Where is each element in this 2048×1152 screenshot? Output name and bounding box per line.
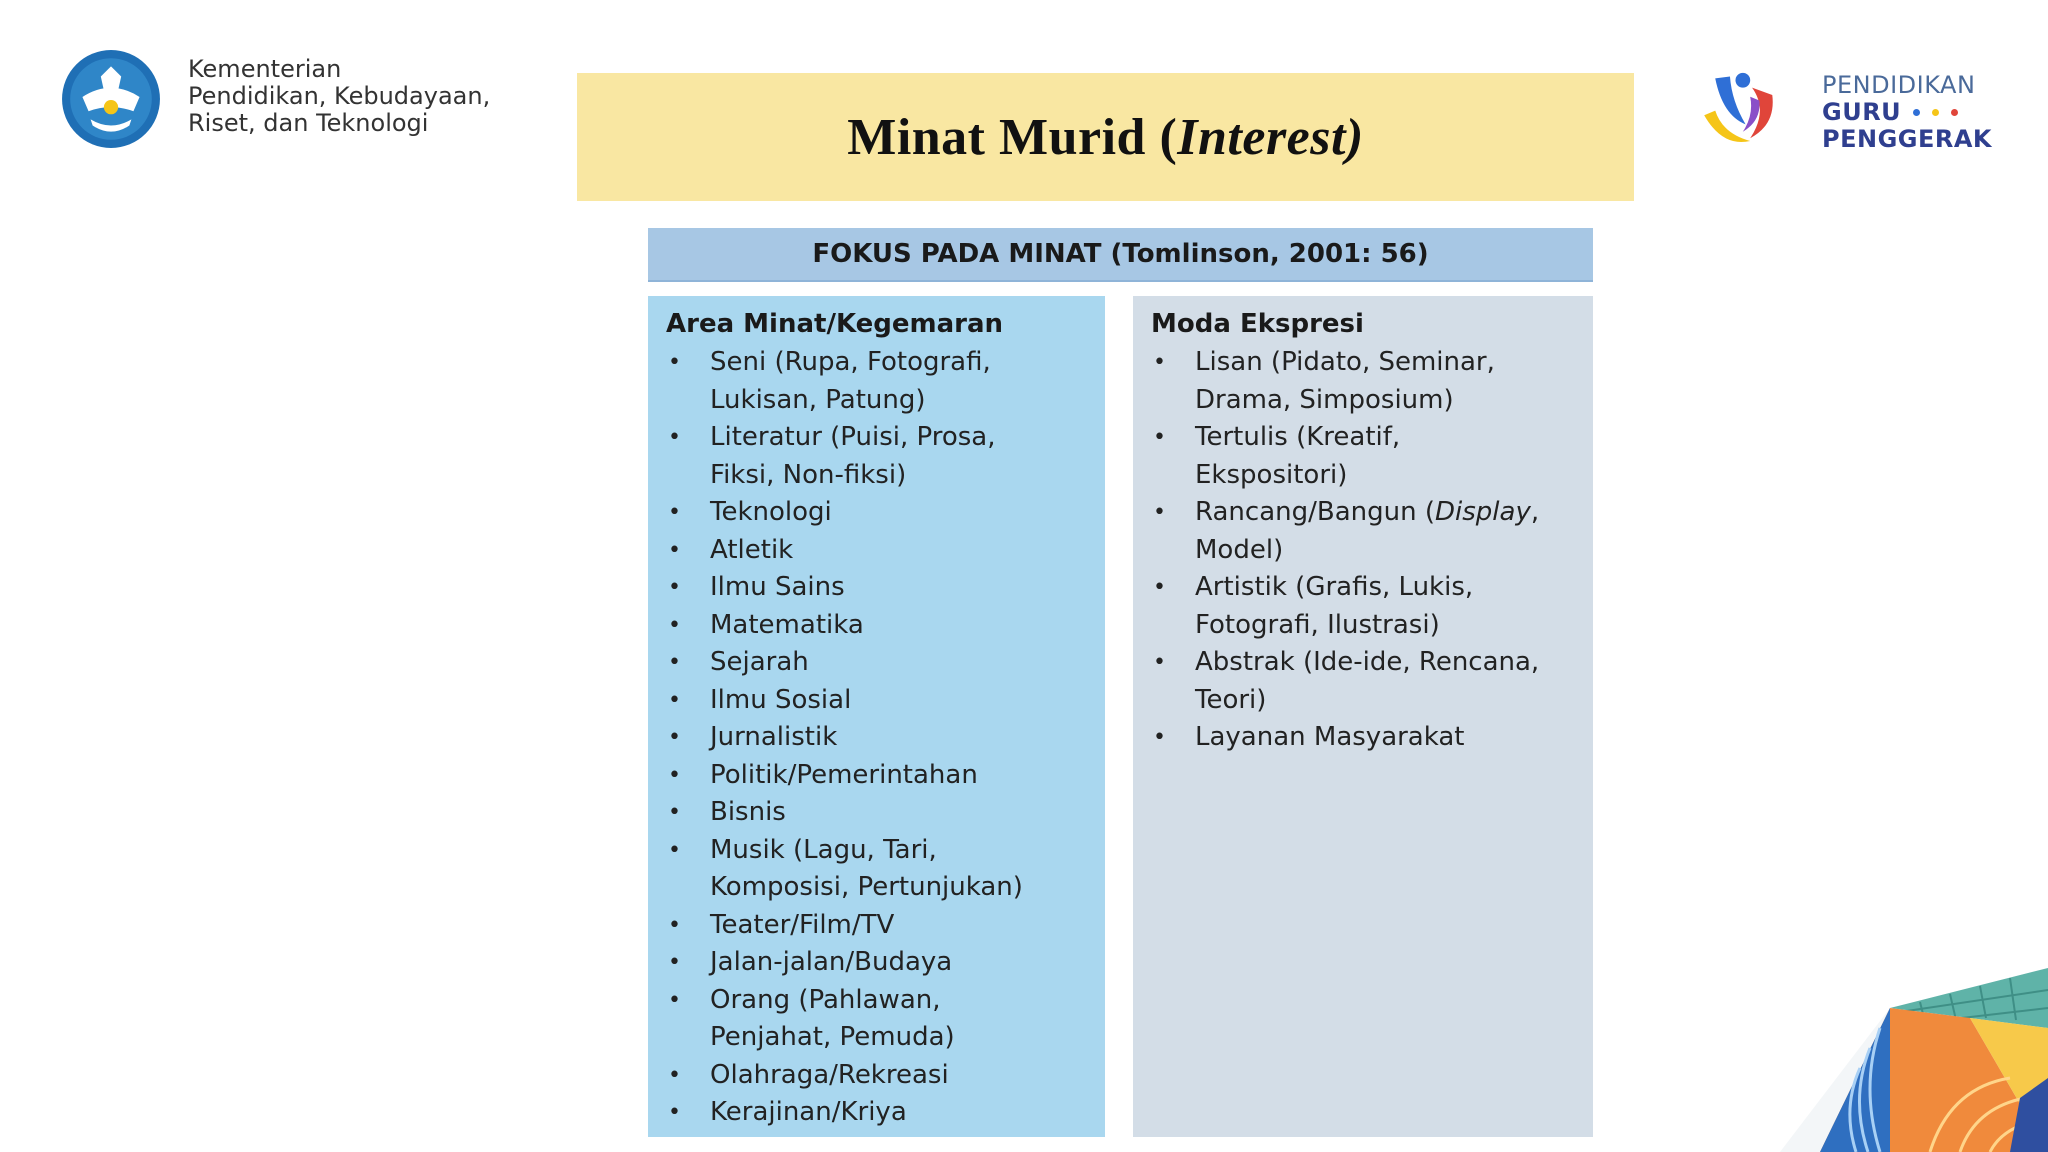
list-item: • Jurnalistik [666,719,1087,757]
guru-penggerak-logo [1694,60,1788,152]
list-item: • Politik/Pemerintahan [666,757,1087,795]
list-item: • Matematika [666,607,1087,645]
bullet-icon: • [668,987,681,1013]
list-item: • Kerajinan/Kriya [666,1094,1087,1132]
ministry-line-2: Pendidikan, Kebudayaan, [188,82,491,110]
bullet-icon: • [668,762,681,788]
program-name [1822,72,1992,153]
table-header: FOKUS PADA MINAT (Tomlinson, 2001: 56) [648,228,1593,282]
expression-mode-column [1133,296,1593,1137]
title-italic: Interest) [1177,108,1364,166]
list-item: • Bisnis [666,794,1087,832]
title-banner [577,73,1634,201]
bullet-icon: • [668,575,681,600]
program-line-2-text: GURU [1822,98,1902,126]
program-line-3: PENGGERAK [1822,125,1993,153]
bullet-icon: • [668,537,681,563]
bullet-icon: • [668,950,681,975]
bullet-icon: • [668,912,681,938]
list-item: • Ilmu Sains [666,569,1087,607]
list-item: • Seni (Rupa, Fotografi, Lukisan, Patung) [666,344,1087,419]
bullet-icon: • [668,837,681,863]
ministry-line-1: Kementerian [188,55,342,83]
title-main: Minat Murid ( [847,108,1178,166]
yellow-dot-icon [1932,109,1939,116]
list-item: • Literatur (Puisi, Prosa, Fiksi, Non-fiksi) [666,419,1087,494]
bullet-icon: • [668,612,681,638]
list-item: • Layanan Masyarakat [1151,719,1575,757]
bullet-icon: • [1153,425,1166,450]
list-item: • Abstrak (Ide-ide, Rencana, Teori) [1151,644,1575,719]
bullet-icon: • [668,800,681,825]
list-item: • Olahraga/Rekreasi [666,1057,1087,1095]
decorative-corner-art [1780,968,2048,1152]
bullet-icon: • [1153,650,1166,675]
bullet-icon: • [668,425,681,450]
bullet-icon: • [1153,575,1166,600]
list-item: • Orang (Pahlawan, Penjahat, Pemuda) [666,982,1087,1057]
bullet-icon: • [668,350,681,375]
bullet-icon: • [1153,725,1166,750]
bullet-icon: • [668,725,681,750]
list-item: • Atletik [666,532,1087,570]
red-dot-icon [1951,109,1958,116]
bullet-icon: • [668,500,681,525]
list-item: • Musik (Lagu, Tari, Komposisi, Pertunjukan) [666,832,1087,907]
bullet-icon: • [668,650,681,675]
interest-area-heading: Area Minat/Kegemaran [666,309,1004,339]
list-item: • Teknologi [666,494,1087,532]
bullet-icon: • [1153,350,1166,375]
program-line-1: PENDIDIKAN [1822,71,1976,99]
interest-area-column [648,296,1105,1137]
kemdikbud-logo [60,48,162,150]
bullet-icon: • [668,687,681,713]
list-item: • Ilmu Sosial [666,682,1087,720]
list-item: • Rancang/Bangun (Display, Model) [1151,494,1575,569]
expression-mode-list [1151,344,1575,757]
interest-area-list [666,344,1087,1132]
list-item: • Sejarah [666,644,1087,682]
list-item: • Lisan (Pidato, Seminar, Drama, Simposium) [1151,344,1575,419]
list-item: • Teater/Film/TV [666,907,1087,945]
expression-mode-heading: Moda Ekspresi [1151,309,1364,339]
page-title [847,108,1364,167]
ministry-line-3: Riset, dan Teknologi [188,109,429,137]
bullet-icon: • [668,1100,681,1125]
list-item: • Artistik (Grafis, Lukis, Fotografi, Ilustrasi) [1151,569,1575,644]
program-line-2 [1822,99,1992,126]
ministry-name [188,56,490,137]
bullet-icon: • [668,1062,681,1088]
blue-dot-icon [1913,109,1920,116]
list-item: • Tertulis (Kreatif, Ekspositori) [1151,419,1575,494]
bullet-icon: • [1153,500,1166,525]
list-item: • Jalan-jalan/Budaya [666,944,1087,982]
